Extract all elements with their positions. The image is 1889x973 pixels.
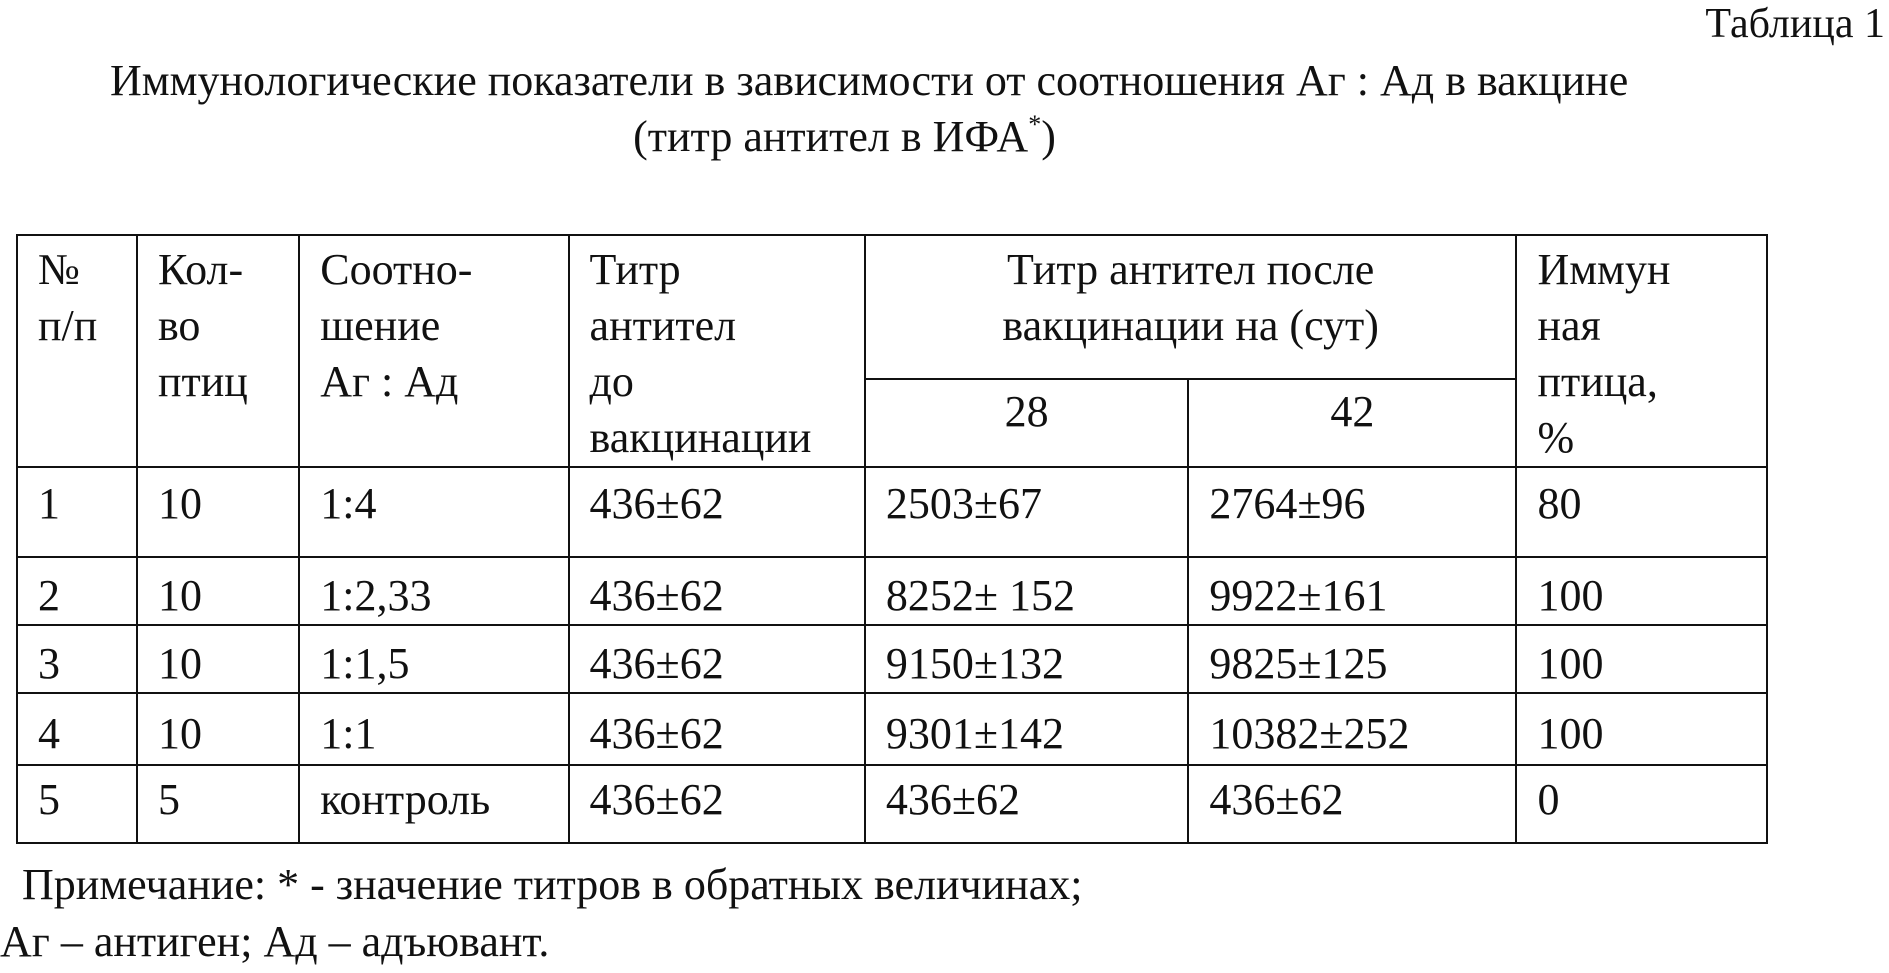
cell-titer-before: 436±62 [569,467,865,557]
cell-titer-42: 10382±252 [1188,693,1516,765]
cell-titer-before: 436±62 [569,557,865,625]
cell-immune: 100 [1516,625,1767,693]
table-row [17,625,1767,693]
cell-titer-28: 436±62 [865,765,1188,843]
table-row [17,557,1767,625]
header-ratio: Соотно- шение Аг : Ад [299,235,568,467]
cell-immune: 100 [1516,557,1767,625]
header-immune: Иммун ная птица, % [1516,235,1767,467]
cell-titer-28: 9150±132 [865,625,1188,693]
subtitle-footnote-mark: * [1028,110,1042,139]
cell-titer-42: 2764±96 [1188,467,1516,557]
subtitle-close: ) [1041,112,1056,161]
cell-count: 10 [137,467,299,557]
cell-titer-28: 9301±142 [865,693,1188,765]
footnote-line-1: Примечание: * - значение титров в обратных величинах; [22,860,1083,909]
table-row [17,765,1767,843]
cell-ratio: контроль [299,765,568,843]
cell-count: 10 [137,625,299,693]
cell-num: 3 [17,625,137,693]
cell-titer-before: 436±62 [569,625,865,693]
cell-ratio: 1:1 [299,693,568,765]
cell-titer-28: 2503±67 [865,467,1188,557]
header-row [17,235,1767,379]
immunology-table [16,234,1768,844]
header-count: Кол- во птиц [137,235,299,467]
cell-num: 4 [17,693,137,765]
table-title: Иммунологические показатели в зависимости от соотношения Аг : Ад в вакцине [110,56,1629,105]
cell-ratio: 1:2,33 [299,557,568,625]
cell-num: 1 [17,467,137,557]
cell-immune: 0 [1516,765,1767,843]
subtitle-text: (титр антител в ИФА [633,112,1029,161]
cell-titer-42: 9922±161 [1188,557,1516,625]
cell-count: 5 [137,765,299,843]
cell-titer-28: 8252± 152 [865,557,1188,625]
cell-count: 10 [137,693,299,765]
cell-ratio: 1:1,5 [299,625,568,693]
cell-titer-42: 9825±125 [1188,625,1516,693]
cell-titer-before: 436±62 [569,693,865,765]
header-day-28: 28 [865,379,1188,468]
cell-num: 2 [17,557,137,625]
footnote-line-2: Аг – антиген; Ад – адъювант. [0,917,550,966]
cell-immune: 100 [1516,693,1767,765]
header-titer-after-group: Титр антител после вакцинации на (сут) [865,235,1517,379]
cell-titer-before: 436±62 [569,765,865,843]
header-num: № п/п [17,235,137,467]
header-titer-before: Титр антител до вакцинации [569,235,865,467]
header-day-42: 42 [1188,379,1516,468]
cell-immune: 80 [1516,467,1767,557]
table-label: Таблица 1 [1705,1,1885,47]
table-row [17,693,1767,765]
cell-titer-42: 436±62 [1188,765,1516,843]
table-subtitle [0,112,1689,162]
table-row [17,467,1767,557]
cell-ratio: 1:4 [299,467,568,557]
cell-num: 5 [17,765,137,843]
cell-count: 10 [137,557,299,625]
